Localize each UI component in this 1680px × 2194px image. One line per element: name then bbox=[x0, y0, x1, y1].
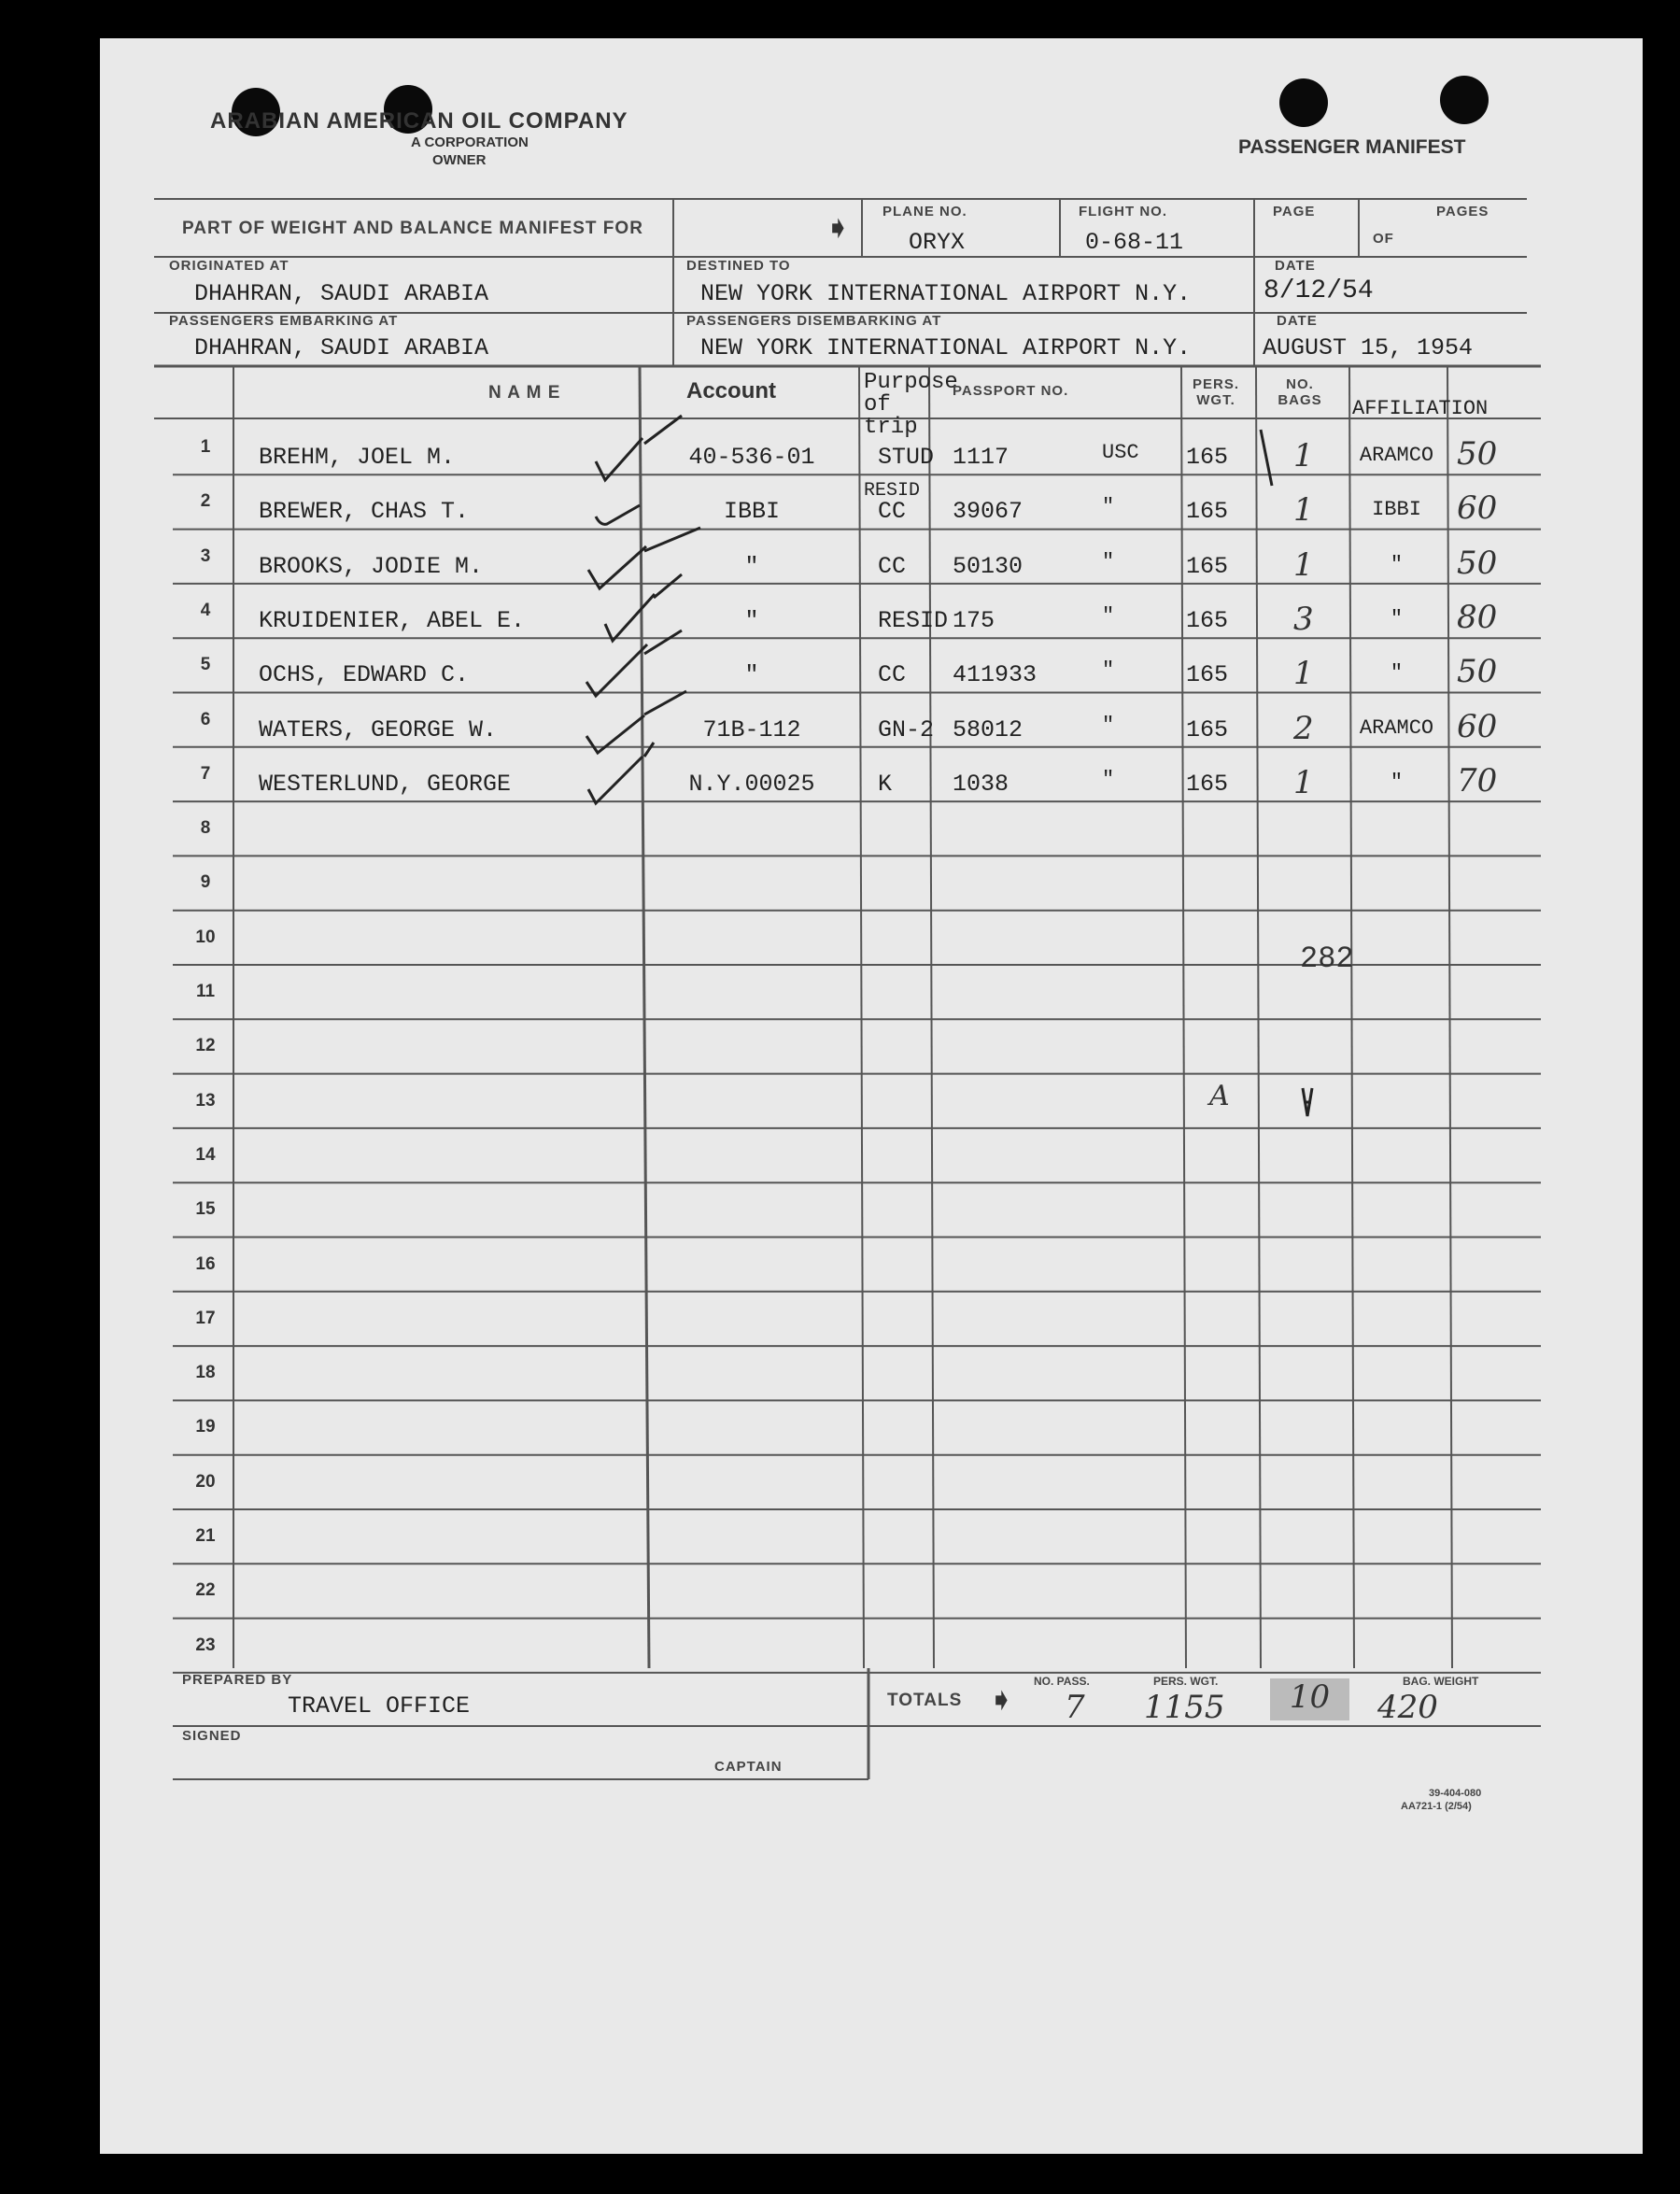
passenger-nationality: " bbox=[1102, 658, 1115, 683]
page-label: PAGE bbox=[1273, 204, 1316, 219]
row-number: 11 bbox=[195, 982, 216, 1001]
passenger-weight: 165 bbox=[1186, 552, 1229, 580]
date2-value: AUGUST 15, 1954 bbox=[1263, 334, 1474, 361]
passenger-name: OCHS, EDWARD C. bbox=[259, 661, 470, 689]
bags-total: 10 bbox=[1270, 1678, 1349, 1720]
passenger-nationality: " bbox=[1102, 767, 1115, 791]
destined-label: DESTINED TO bbox=[686, 258, 791, 274]
passenger-affiliation: ARAMCO bbox=[1359, 715, 1434, 740]
passenger-purpose: CC bbox=[878, 498, 907, 526]
disembarking-value: NEW YORK INTERNATIONAL AIRPORT N.Y. bbox=[700, 334, 1192, 361]
passenger-nationality: " bbox=[1102, 549, 1115, 573]
passenger-affiliation: " bbox=[1390, 661, 1404, 686]
passenger-bags: 1 bbox=[1293, 655, 1314, 693]
company-name: ARABIAN AMERICAN OIL COMPANY bbox=[210, 108, 628, 134]
passenger-name: KRUIDENIER, ABEL E. bbox=[259, 606, 526, 634]
row-number: 8 bbox=[200, 818, 211, 839]
embarking-value: DHAHRAN, SAUDI ARABIA bbox=[194, 334, 489, 361]
pers-wgt-total: 1155 bbox=[1144, 1689, 1225, 1726]
passenger-weight: 165 bbox=[1186, 498, 1229, 526]
passenger-bag-weight: 50 bbox=[1457, 544, 1498, 582]
col-affiliation: AFFILIATION bbox=[1352, 397, 1489, 420]
passenger-purpose-top: RESID bbox=[864, 480, 921, 502]
passenger-passport: 1038 bbox=[953, 770, 1009, 798]
passenger-nationality: USC bbox=[1102, 441, 1139, 464]
row-number: 6 bbox=[200, 709, 211, 729]
row-number: 23 bbox=[195, 1635, 216, 1655]
passenger-weight: 165 bbox=[1186, 444, 1229, 471]
passenger-name: BREHM, JOEL M. bbox=[259, 444, 456, 471]
passenger-bag-weight: 80 bbox=[1457, 598, 1498, 636]
company-owner: OWNER bbox=[432, 152, 487, 168]
row-number: 2 bbox=[200, 491, 211, 512]
row-number: 15 bbox=[195, 1199, 216, 1220]
passenger-name: BROOKS, JODIE M. bbox=[259, 552, 484, 580]
row-number: 12 bbox=[195, 1036, 216, 1056]
no-pass-value: 7 bbox=[1065, 1689, 1085, 1726]
passenger-bag-weight: 50 bbox=[1457, 435, 1498, 473]
col-name: N A M E bbox=[488, 383, 561, 403]
col-pers-wgt: PERS. WGT. bbox=[1192, 376, 1239, 408]
col-no-bags: NO. BAGS bbox=[1278, 376, 1322, 408]
date2-label: DATE bbox=[1277, 313, 1318, 329]
pages-label: PAGES bbox=[1436, 204, 1489, 219]
form-number-revision: AA721-1 (2/54) bbox=[1401, 1801, 1472, 1812]
passenger-bags: 1 bbox=[1293, 491, 1314, 530]
embarking-label: PASSENGERS EMBARKING AT bbox=[169, 313, 399, 329]
signed-label: SIGNED bbox=[182, 1728, 242, 1744]
form-number: 39-404-080 bbox=[1429, 1788, 1482, 1799]
passenger-passport: 50130 bbox=[953, 552, 1024, 580]
part-of-label: PART OF WEIGHT AND BALANCE MANIFEST FOR bbox=[182, 219, 643, 238]
date-value: 8/12/54 bbox=[1264, 276, 1374, 305]
row-number: 3 bbox=[200, 545, 211, 566]
passenger-weight: 165 bbox=[1186, 661, 1229, 689]
passenger-weight: 165 bbox=[1186, 606, 1229, 634]
passenger-purpose: STUD bbox=[878, 444, 935, 471]
row-number: 4 bbox=[200, 600, 211, 620]
row-number: 1 bbox=[200, 437, 211, 457]
col-account: Account bbox=[686, 378, 776, 403]
passenger-passport: 411933 bbox=[953, 661, 1038, 689]
bag-weight-total: 420 bbox=[1377, 1689, 1438, 1726]
passenger-bag-weight: 60 bbox=[1457, 707, 1498, 745]
passenger-purpose: CC bbox=[878, 661, 907, 689]
destined-value: NEW YORK INTERNATIONAL AIRPORT N.Y. bbox=[700, 280, 1192, 307]
row-number: 7 bbox=[200, 763, 211, 784]
passenger-passport: 175 bbox=[953, 606, 995, 634]
passenger-name: WESTERLUND, GEORGE bbox=[259, 770, 512, 798]
passenger-nationality: " bbox=[1102, 495, 1115, 519]
col-purpose: Purpose of trip bbox=[864, 370, 958, 440]
passenger-account: " bbox=[744, 661, 759, 689]
passenger-nationality: " bbox=[1102, 713, 1115, 737]
flight-no-label: FLIGHT NO. bbox=[1079, 204, 1167, 219]
passenger-bag-weight: 70 bbox=[1457, 761, 1498, 800]
passenger-bag-weight: 50 bbox=[1457, 653, 1498, 691]
plane-no: ORYX bbox=[909, 229, 966, 256]
passenger-weight: 165 bbox=[1186, 715, 1229, 743]
totals-label: TOTALS bbox=[887, 1691, 963, 1710]
passenger-passport: 39067 bbox=[953, 498, 1024, 526]
passenger-affiliation: " bbox=[1390, 770, 1404, 794]
passenger-bags: 1 bbox=[1293, 763, 1314, 801]
row-number: 5 bbox=[200, 655, 211, 675]
row-number: 10 bbox=[195, 927, 216, 947]
passenger-bag-weight: 60 bbox=[1457, 489, 1498, 528]
passenger-account: 40-536-01 bbox=[688, 444, 815, 471]
row-number: 17 bbox=[195, 1308, 216, 1328]
passenger-nationality: " bbox=[1102, 603, 1115, 628]
row-number: 13 bbox=[195, 1090, 216, 1111]
passenger-name: BREWER, CHAS T. bbox=[259, 498, 470, 526]
passenger-account: IBBI bbox=[723, 498, 780, 526]
passenger-bags: 1 bbox=[1293, 545, 1314, 584]
originated-label: ORIGINATED AT bbox=[169, 258, 289, 274]
passenger-account: 71B-112 bbox=[702, 715, 801, 743]
arrow-icon: ➧ bbox=[825, 210, 852, 246]
row-number: 9 bbox=[200, 872, 211, 893]
passenger-bags: 3 bbox=[1293, 600, 1314, 638]
row-number: 21 bbox=[195, 1526, 216, 1546]
passenger-affiliation: ARAMCO bbox=[1359, 444, 1434, 467]
captain-label: CAPTAIN bbox=[714, 1759, 783, 1775]
passenger-bags: 2 bbox=[1293, 709, 1314, 747]
passenger-affiliation: IBBI bbox=[1372, 498, 1421, 522]
no-pass-label: NO. PASS. bbox=[1034, 1675, 1090, 1688]
row-number: 18 bbox=[195, 1363, 216, 1383]
passenger-account: " bbox=[744, 552, 759, 580]
totals-arrow-icon: ➧ bbox=[988, 1682, 1015, 1718]
originated-value: DHAHRAN, SAUDI ARABIA bbox=[194, 280, 489, 307]
annotation-282: 282 bbox=[1300, 941, 1354, 976]
company-corporation: A CORPORATION bbox=[411, 134, 529, 150]
passenger-purpose: K bbox=[878, 770, 893, 798]
passenger-purpose: CC bbox=[878, 552, 907, 580]
prepared-value: TRAVEL OFFICE bbox=[288, 1692, 471, 1720]
col-passport: PASSPORT NO. bbox=[953, 383, 1069, 399]
passenger-affiliation: " bbox=[1390, 552, 1404, 576]
date-label: DATE bbox=[1275, 258, 1316, 274]
passenger-weight: 165 bbox=[1186, 770, 1229, 798]
row-number: 16 bbox=[195, 1253, 216, 1274]
passenger-passport: 58012 bbox=[953, 715, 1024, 743]
passenger-passport: 1117 bbox=[953, 444, 1009, 471]
row-number: 22 bbox=[195, 1580, 216, 1601]
row-number: 20 bbox=[195, 1471, 216, 1492]
plane-no-label: PLANE NO. bbox=[882, 204, 967, 219]
passenger-purpose: GN-2 bbox=[878, 715, 935, 743]
passenger-name: WATERS, GEORGE W. bbox=[259, 715, 498, 743]
bag-weight-label: BAG. WEIGHT bbox=[1403, 1675, 1479, 1688]
flight-no: 0-68-11 bbox=[1085, 229, 1184, 256]
passenger-purpose: RESID bbox=[878, 606, 949, 634]
annotation-a: A bbox=[1209, 1079, 1230, 1112]
prepared-label: PREPARED BY bbox=[182, 1672, 293, 1688]
row-number: 14 bbox=[195, 1144, 216, 1165]
passenger-affiliation: " bbox=[1390, 606, 1404, 630]
pers-wgt-total-label: PERS. WGT. bbox=[1153, 1675, 1219, 1688]
form-title: PASSENGER MANIFEST bbox=[1238, 136, 1466, 158]
passenger-bags: 1 bbox=[1293, 437, 1314, 474]
passenger-account: " bbox=[744, 606, 759, 634]
of-label: OF bbox=[1373, 231, 1394, 247]
disembarking-label: PASSENGERS DISEMBARKING AT bbox=[686, 313, 942, 329]
row-number: 19 bbox=[195, 1417, 216, 1437]
passenger-account: N.Y.00025 bbox=[688, 770, 815, 798]
